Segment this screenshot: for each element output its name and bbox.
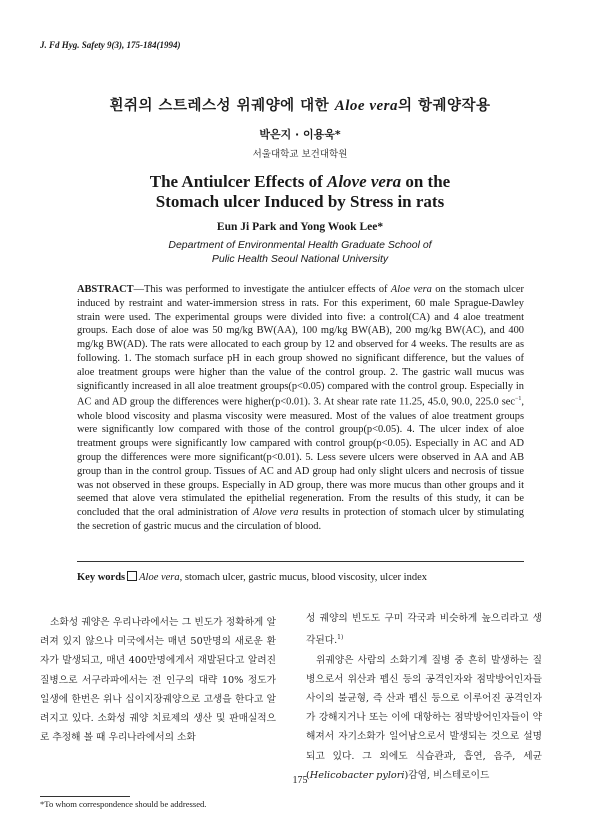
- body-left-paragraph: 소화성 궤양은 우리나라에서는 그 빈도가 정확하게 알려져 있지 않으나 미국에서는 매년 50만명의 새로운 환자가 발생되고, 매년 400만명에게서 재발된다고 알려진 질병으로 서구라파에서는 전 인구의 대략 10% 정도가 일생에 한번은 위나 십이지장궤양으로 고생을 한다고 알려지고 있다. 소화성 궤양 치료제의 생산 및 판매실적으로 추정해 볼 때 우리나라에서의 소화: [40, 617, 276, 744]
- body-right-paragraph-1-text: 성 궤양의 빈도도 구미 각국과 비슷하게 높으리라고 생각된다.: [306, 613, 542, 647]
- english-title: [0, 172, 600, 212]
- english-affiliation-line1: Department of Environmental Health Graduate School of: [168, 239, 432, 251]
- korean-title-suffix: 의 항궤양작용: [397, 98, 491, 114]
- citation-superscript: 1): [337, 634, 344, 642]
- body-right-paragraph-1: [306, 609, 542, 651]
- abstract-italic-alove: Alove vera: [253, 507, 299, 519]
- korean-title-prefix: 흰쥐의 스트레스성 위궤양에 대한: [109, 98, 335, 114]
- abstract-divider: [77, 561, 524, 562]
- abstract-text-part3: , whole blood viscosity and plasma viscosity were measured. Most of the values of aloe treatment groups were significantly low compared with those of the control group(p<0.05). 4. The ulcer index of aloe treatment groups were significantly low campared with control group(p<0.05). Especially in AC and AD group the differences were more significant(p<0.01). 5. Less severe ulcers were observed in AA and AB group than in the control group. Tissues of AC and AD group had only slight ulcers and necrosis of tissue was not observed in these groups. Especially in AD group, there was more mucus than other groups and it seemed that alove vera stimulated the epithelial regeneration. From the results of this study, it can be concluded that the oral administration of: [77, 396, 524, 519]
- body-right-column: [306, 609, 542, 785]
- abstract-text-part1: This was performed to investigate the antiulcer effects of: [143, 284, 391, 295]
- abstract-label: ABSTRACT: [77, 284, 134, 295]
- abstract-italic-aloe: Aloe vera: [390, 284, 432, 295]
- footnote-divider: [40, 796, 130, 797]
- checkbox-square-icon: [127, 571, 137, 581]
- abstract-dash: —: [133, 284, 144, 295]
- korean-authors: 박은지 · 이용욱*: [259, 128, 341, 141]
- keywords-italic: Aloe vera,: [139, 572, 183, 583]
- body-left-column: [40, 613, 276, 747]
- korean-title-italic: Aloe vera: [334, 98, 398, 114]
- english-title-prefix: The Antiulcer Effects of: [149, 172, 327, 191]
- korean-affiliation: 서울대학교 보건대학원: [252, 149, 348, 160]
- body-right-paragraph-2-prefix: 위궤양은 사람의 소화기계 질병 중 흔히 발생하는 질병으로서 위산과 펩신 등의 공격인자와 점막방어인자들 사이의 불균형, 즉 산과 펩신 등으로 이루어진 공격인자가 강해지거나 또는 이에 대항하는 점막방어인자들이 약해져서 자기소화가 일어남으로서 발생되는 것으로 설명되고 있다. 그 외에도 식습관과, 흡연, 음주, 세균(: [306, 654, 542, 781]
- page-number: 175: [292, 775, 308, 786]
- abstract-text-part2: on the stomach ulcer induced by restraint and water-immersion stress in rats. For this experiment, 60 male Sprague-Dawley strain were used. The experimental groups were divided into five: a control(CA) and 4 aloe treatment groups. Each dose of aloe was 50 mg/kg BW(AA), 100 mg/kg BW(AB), 200 mg/kg BW(AC), and 400 mg/kg BW(AD). The rats were allocated to each group by 12 and observed for 4 weeks. The results are as following. 1. The stomach surface pH in each group showed no significant difference, but the values of aloe treatment groups were higher than the value of the control group. 2. The gastric wall mucus was significantly increased in all aloe treatment groups(p<0.05) compared with the control group. Especially in AC and AD group the differences were higher(p<0.01). 3. At shear rate rate 11.25, 45.0, 90.0, 225.0 sec: [77, 284, 524, 408]
- keywords-list: stomach ulcer, gastric mucus, blood viscosity, ulcer index: [182, 572, 427, 583]
- keywords: [77, 571, 524, 583]
- english-title-suffix: on the: [401, 172, 451, 191]
- keywords-label: Key words: [77, 572, 126, 583]
- abstract: [77, 283, 524, 534]
- english-title-line1: [0, 172, 600, 192]
- body-right-paragraph-2-suffix: )감염, 비스테로이드: [404, 769, 490, 781]
- body-right-paragraph-2: [306, 651, 542, 785]
- abstract-text-part4: results in protection of stomach ulcer by stimulating the secretion of gastric mucus and the circulation of blood.: [77, 507, 524, 533]
- footnote: *To whom correspondence should be addressed.: [40, 799, 207, 809]
- english-affiliation: [0, 238, 600, 266]
- korean-title: [0, 94, 600, 115]
- abstract-superscript: −1: [515, 396, 522, 403]
- journal-reference: J. Fd Hyg. Safety 9(3), 175-184(1994): [40, 40, 181, 50]
- english-title-italic: Alove vera: [326, 172, 402, 191]
- english-affiliation-line2: Pulic Health Seoul National University: [211, 253, 389, 265]
- english-authors: Eun Ji Park and Yong Wook Lee*: [216, 221, 384, 233]
- english-title-line2: Stomach ulcer Induced by Stress in rats: [155, 192, 445, 211]
- body-right-paragraph-2-italic: Helicobacter pylori: [309, 769, 405, 781]
